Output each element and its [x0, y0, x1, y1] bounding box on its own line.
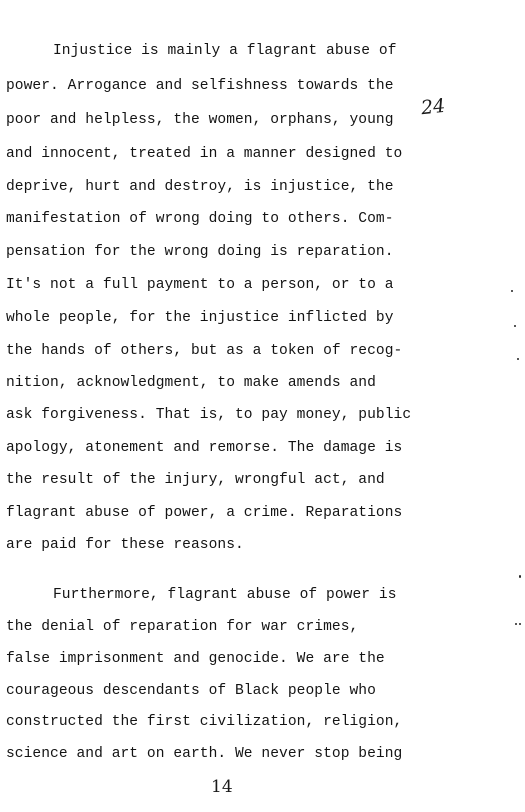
- text-line: Injustice is mainly a flagrant abuse of: [53, 43, 397, 59]
- text-line: are paid for these reasons.: [6, 537, 244, 553]
- text-line: science and art on earth. We never stop being: [6, 746, 403, 762]
- text-line: ask forgiveness. That is, to pay money, public: [6, 407, 412, 423]
- text-line: the hands of others, but as a token of recog-: [6, 343, 403, 359]
- handwritten-page-mark: 24: [419, 94, 447, 120]
- text-line: false imprisonment and genocide. We are the: [6, 651, 385, 667]
- page-number: 14: [211, 777, 233, 797]
- text-line: courageous descendants of Black people who: [6, 683, 376, 699]
- text-line: Furthermore, flagrant abuse of power is: [53, 587, 397, 603]
- scan-speck: [511, 290, 513, 292]
- scan-speck: [517, 358, 519, 360]
- text-line: nition, acknowledgment, to make amends and: [6, 375, 376, 391]
- scan-speck: [514, 325, 516, 327]
- text-line: pensation for the wrong doing is reparation.: [6, 244, 394, 260]
- scan-speck: [519, 575, 521, 578]
- text-line: whole people, for the injustice inflicted by: [6, 310, 394, 326]
- text-line: apology, atonement and remorse. The damage is: [6, 440, 403, 456]
- text-line: constructed the first civilization, religion,: [6, 714, 403, 730]
- text-line: It's not a full payment to a person, or to a: [6, 277, 394, 293]
- text-line: flagrant abuse of power, a crime. Reparations: [6, 505, 403, 521]
- text-line: the result of the injury, wrongful act, and: [6, 472, 385, 488]
- text-line: and innocent, treated in a manner designed to: [6, 146, 403, 162]
- text-line: power. Arrogance and selfishness towards the: [6, 78, 394, 94]
- text-line: poor and helpless, the women, orphans, young: [6, 112, 394, 128]
- text-line: deprive, hurt and destroy, is injustice, the: [6, 179, 394, 195]
- scan-speck: [515, 623, 517, 625]
- scan-speck: [519, 623, 521, 625]
- text-line: manifestation of wrong doing to others. Com-: [6, 211, 394, 227]
- text-line: the denial of reparation for war crimes,: [6, 619, 359, 635]
